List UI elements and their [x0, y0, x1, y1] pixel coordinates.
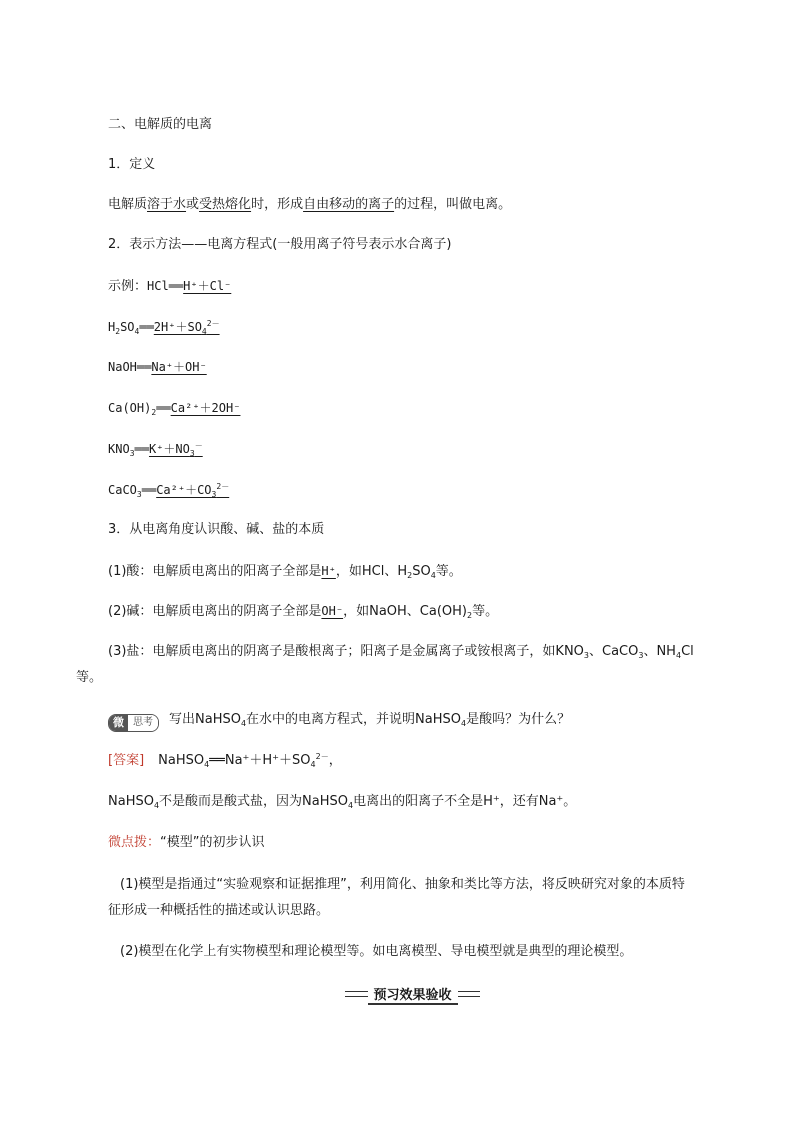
acid-definition: (1)酸：电解质电离出的阳离子全部是H⁺，如HCl、$H_2SO_4$等。 [108, 564, 462, 580]
tip-label: 微点拨： [108, 835, 161, 850]
blank-caco3: $Ca^{2+}+CO_3^{2-}$ [156, 482, 230, 499]
method-heading: 2．表示方法——电离方程式(一般用离子符号表示水合离子) [108, 237, 452, 252]
definition-text: 电解质溶于水或受热熔化时，形成自由移动的离子的过程，叫做电离。 [108, 197, 512, 212]
blank-kno3: $K^++NO_3^-$ [148, 441, 203, 458]
equation-hcl: 示例：HCl══H⁺＋Cl⁻ [108, 279, 232, 294]
think-question: 微 思考 写出NaHSO$_4$在水中的电离方程式，并说明NaHSO$_4$是酸吗？为什么？ [108, 711, 570, 732]
blank-3: 自由移动的离子 [303, 197, 395, 212]
salt-definition-line2: 等。 [76, 670, 103, 685]
blank-1: 溶于水 [147, 197, 187, 212]
equation-caoh2: $Ca(OH)_2══Ca^{2+}+2OH^-$ [108, 401, 241, 417]
essence-heading: 3．从电离角度认识酸、碱、盐的本质 [108, 522, 325, 537]
think-badge: 微 思考 [108, 714, 159, 732]
banner-label: 预习效果验收 [368, 984, 458, 1005]
answer-tag: [答案] [108, 753, 145, 768]
salt-definition-line1: (3)盐：电解质电离出的阴离子是酸根离子；阳离子是金属离子或铵根离子，如$KNO_3$、CaCO$_3$、$NH_4Cl$ [108, 644, 694, 660]
equation-naoh: NaOH══Na⁺＋OH⁻ [108, 360, 207, 374]
banner-rule-left [345, 991, 368, 997]
equation-caco3: $CaCO_3══Ca^{2+}+CO_3^{2-}$ [108, 482, 230, 499]
section-banner [345, 985, 480, 1003]
blank-acid: H⁺ [321, 564, 336, 578]
think-answer: [答案] $NaHSO_4══Na^++H^++SO_4^{2-}$， [108, 752, 342, 769]
banner-rule-right [458, 991, 481, 997]
equation-kno3: $KNO_3══K^++NO_3^-$ [108, 441, 203, 458]
tip-paragraph-2: (2)模型在化学上有实物模型和理论模型等。如电离模型、导电模型就是典型的理论模型。 [120, 944, 633, 959]
blank-hcl: H⁺＋Cl⁻ [183, 279, 232, 293]
think-explanation: NaHSO$_4$不是酸而是酸式盐，因为NaHSO$_4$电离出的阳离子不全是H⁺，还有Na⁺。 [108, 794, 577, 810]
tip-paragraph-1-line1: (1)模型是指通过“实验观察和证据推理”，利用简化、抽象和类比等方法，将反映研究对象的本质特 [120, 877, 685, 892]
section-title: 二、电解质的电离 [108, 117, 213, 132]
definition-heading: 1．定义 [108, 157, 156, 172]
tip-heading: 微点拨：“模型”的初步认识 [108, 835, 265, 850]
blank-base: OH⁻ [321, 604, 344, 618]
tip-paragraph-1-line2: 征形成一种概括性的描述或认识思路。 [108, 903, 330, 918]
blank-h2so4: $2H^++SO_4^{2-}$ [153, 319, 220, 336]
blank-caoh2: Ca²⁺＋2OH⁻ [170, 401, 241, 415]
base-definition: (2)碱：电解质电离出的阴离子全部是OH⁻，如NaOH、$Ca(OH)_2$等。 [108, 604, 499, 620]
blank-2: 受热熔化 [199, 197, 252, 212]
equation-h2so4: $H_2SO_4══2H^++SO_4^{2-}$ [108, 319, 220, 336]
blank-naoh: Na⁺＋OH⁻ [151, 360, 207, 374]
